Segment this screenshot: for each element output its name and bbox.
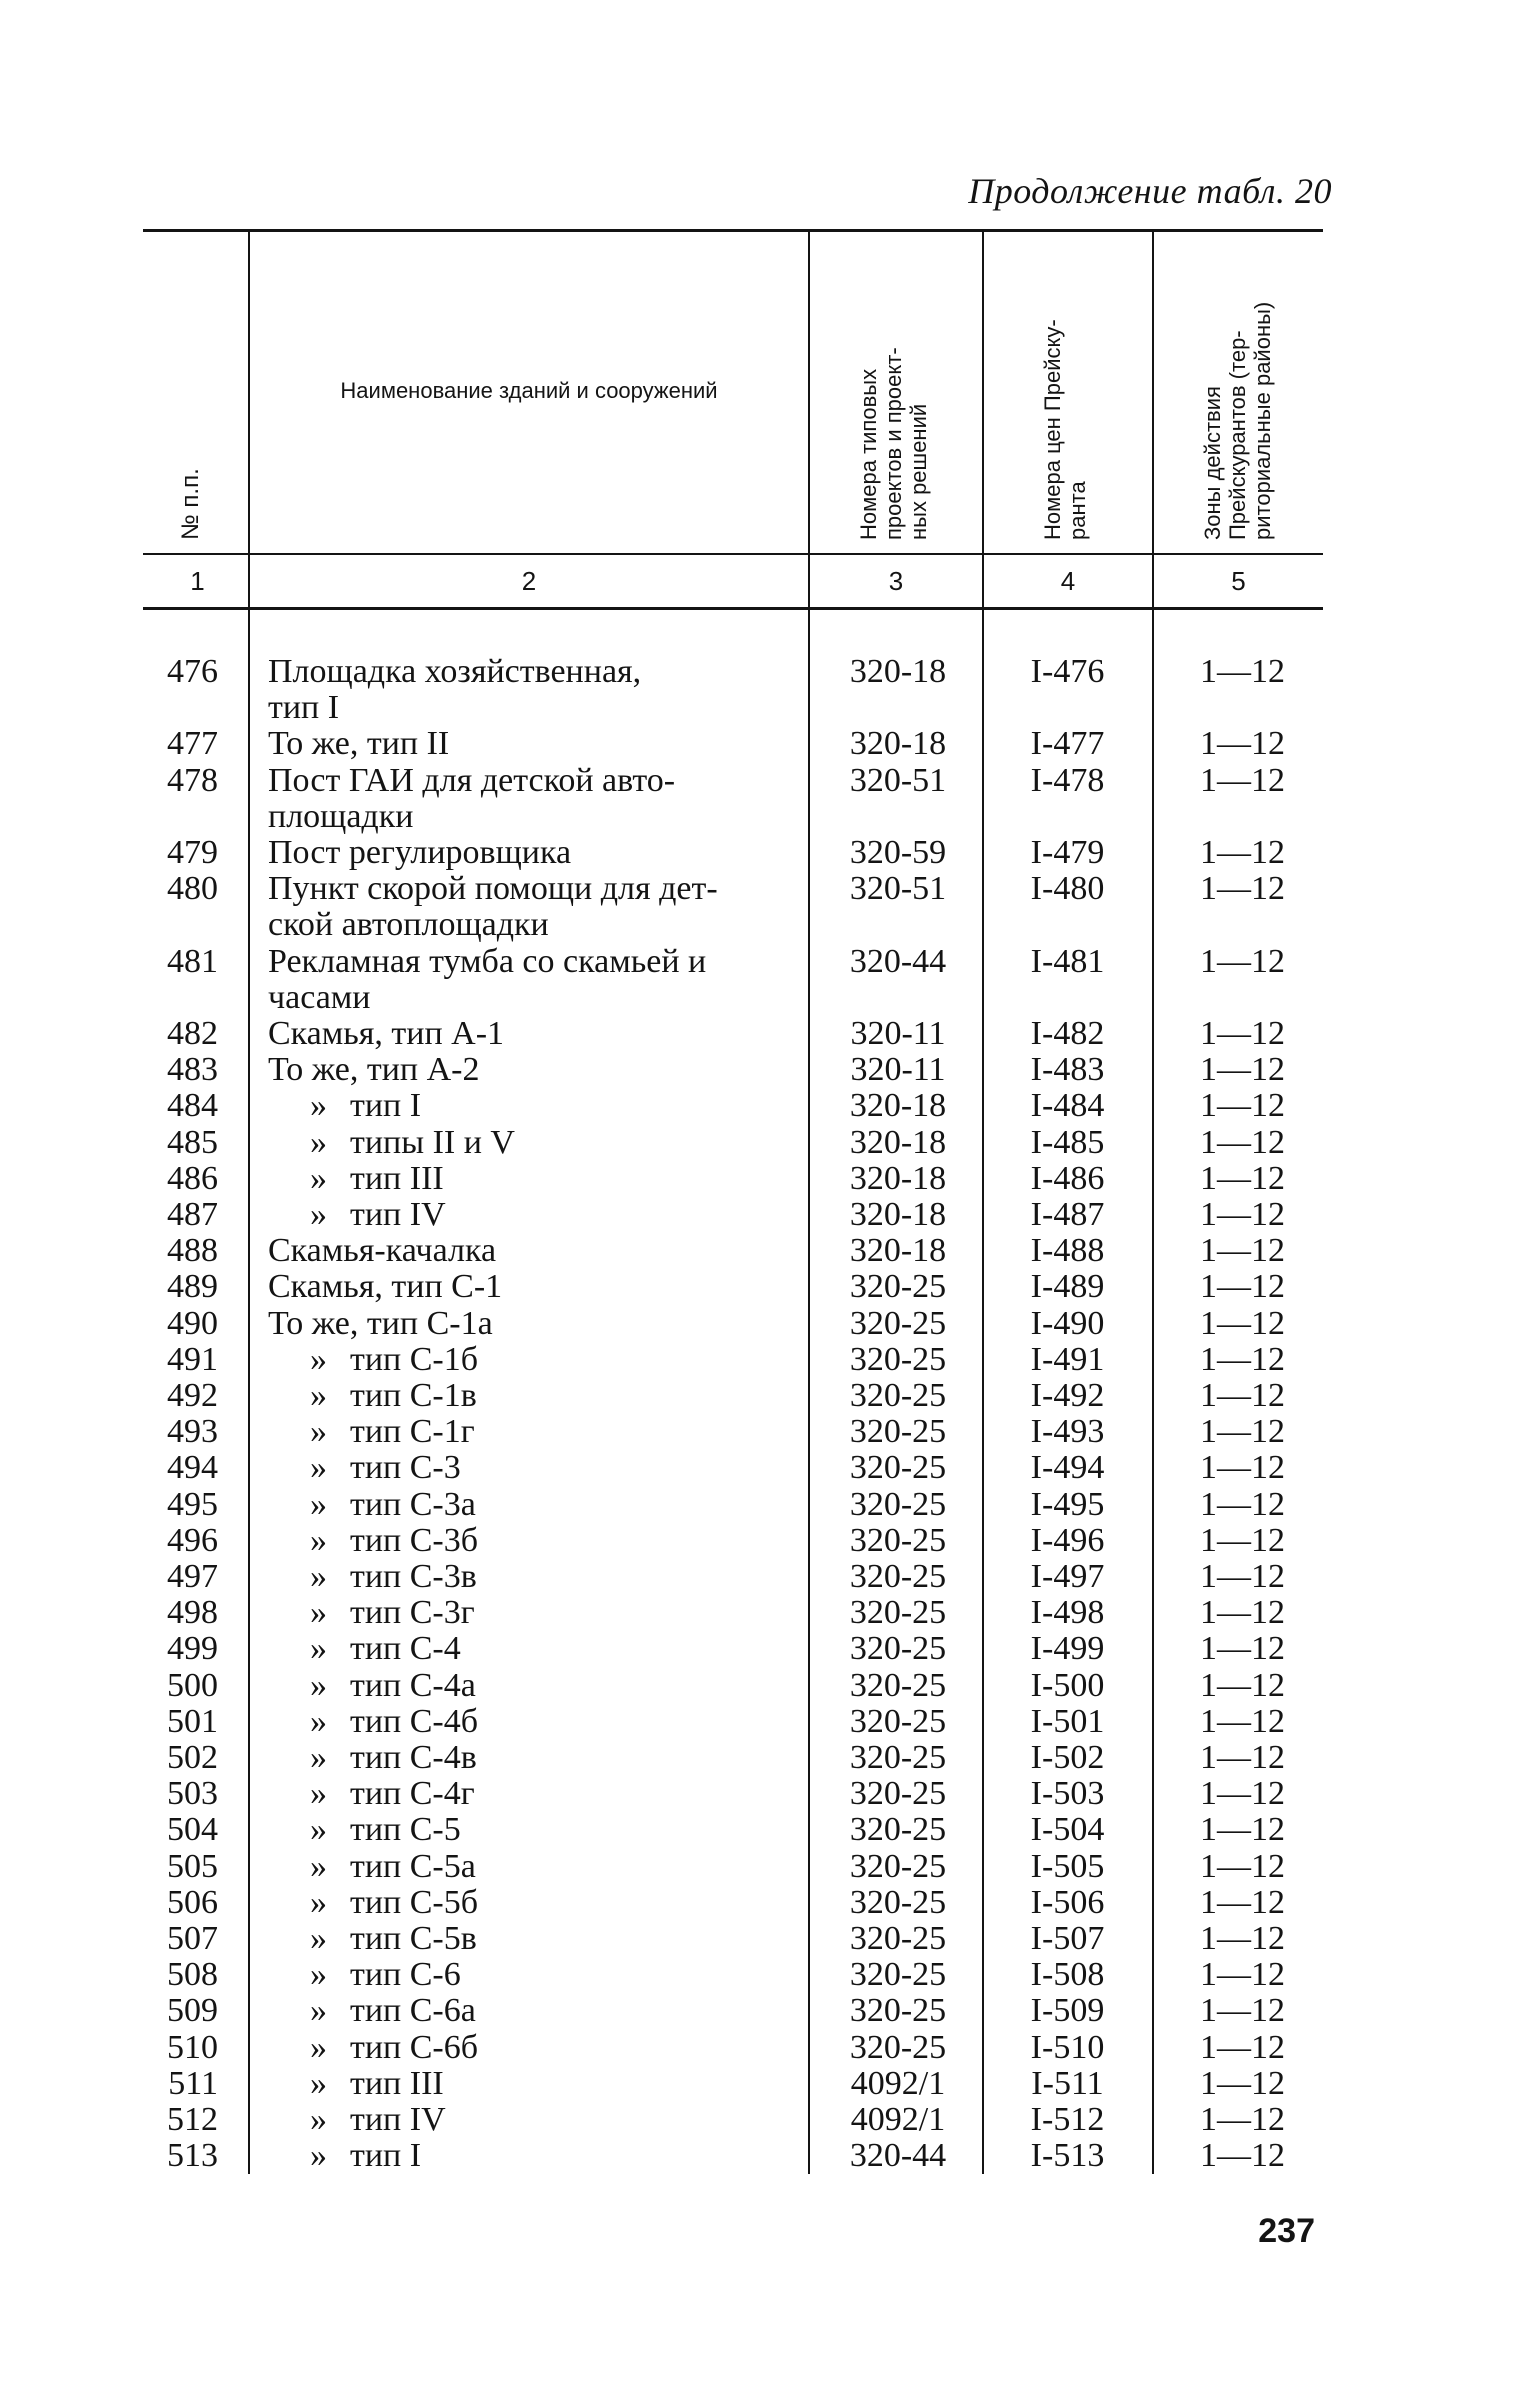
row-zone: 1—12 — [1200, 1015, 1285, 1052]
row-price-number: I-512 — [1030, 2101, 1105, 2138]
row-project-number: 320-44 — [849, 942, 947, 980]
row-name-text: тип С-5 — [350, 1811, 461, 1849]
row-name — [268, 726, 808, 762]
row-project-number: 320-25 — [849, 1883, 947, 1921]
row-number: 508 — [167, 1956, 218, 1994]
row-zone: 1—12 — [1200, 1196, 1285, 1233]
row-project-number: 320-25 — [849, 1666, 947, 1704]
row-price-number: I-499 — [1030, 1630, 1105, 1668]
row-zone: 1—12 — [1200, 2028, 1285, 2066]
row-project-number: 320-25 — [849, 1702, 947, 1740]
row-project-number: 320-18 — [849, 1232, 947, 1270]
header-project-line1: Номера типовых — [856, 368, 881, 540]
ditto-mark: » — [310, 2137, 327, 2175]
row-number: 511 — [168, 2064, 218, 2102]
row-number: 513 — [167, 2137, 218, 2175]
row-project-number: 320-18 — [849, 725, 947, 763]
row-name-text: тип С-6б — [350, 2028, 479, 2066]
row-name — [268, 1704, 808, 1740]
row-name — [268, 1885, 808, 1921]
row-project-number: 320-25 — [849, 1956, 947, 1994]
row-name — [268, 1161, 808, 1197]
row-project-number: 320-25 — [849, 1630, 947, 1668]
row-number: 507 — [167, 1920, 218, 1957]
row-project-number: 320-25 — [849, 2028, 947, 2066]
row-price-number: I-480 — [1030, 870, 1105, 908]
row-number: 480 — [167, 870, 218, 908]
row-name — [268, 2138, 808, 2174]
row-zone: 1—12 — [1200, 834, 1285, 871]
row-project-number: 320-25 — [849, 1449, 947, 1487]
row-project-number: 320-25 — [849, 1340, 947, 1378]
row-zone: 1—12 — [1200, 1666, 1285, 1704]
row-project-number: 320-18 — [849, 1087, 947, 1125]
row-number: 481 — [167, 942, 218, 980]
column-numbers-rule — [143, 607, 1323, 610]
row-price-number: I-489 — [1030, 1268, 1105, 1306]
row-number: 478 — [167, 761, 218, 799]
row-name — [268, 1631, 808, 1667]
ditto-mark: » — [310, 1883, 327, 1921]
ditto-mark: » — [310, 1702, 327, 1740]
row-name-text: Пост регулировщика — [268, 834, 572, 871]
row-name — [268, 1016, 808, 1052]
row-name-text: Площадка хозяйственная, — [268, 653, 642, 690]
row-name-text: Пост ГАИ для детской авто- — [268, 761, 676, 799]
row-price-number: I-495 — [1030, 1485, 1105, 1523]
row-project-number: 320-25 — [849, 1268, 947, 1306]
row-name-text: Пункт скорой помощи для дет- — [268, 870, 718, 908]
row-number: 496 — [167, 1521, 218, 1559]
header-price-line2: ранта — [1065, 481, 1090, 540]
header-num-label: № п.п. — [177, 468, 204, 540]
row-project-number: 320-59 — [849, 834, 947, 871]
row-name — [268, 1414, 808, 1450]
row-name — [268, 1233, 808, 1269]
ditto-mark: » — [310, 1087, 327, 1125]
row-name — [268, 1776, 808, 1812]
row-name-text: тип С-3в — [350, 1558, 477, 1595]
row-zone: 1—12 — [1200, 1992, 1285, 2030]
row-name — [268, 1849, 808, 1885]
row-name-text: типы II и V — [350, 1123, 515, 1161]
row-price-number: I-484 — [1030, 1087, 1105, 1125]
row-number: 490 — [167, 1304, 218, 1342]
row-price-number: I-491 — [1030, 1340, 1105, 1378]
row-price-number: I-503 — [1030, 1775, 1105, 1813]
ditto-mark: » — [310, 1413, 327, 1451]
row-zone: 1—12 — [1200, 1920, 1285, 1957]
row-project-number: 320-25 — [849, 1304, 947, 1342]
row-number: 500 — [167, 1666, 218, 1704]
row-zone: 1—12 — [1200, 1811, 1285, 1849]
ditto-mark: » — [310, 1847, 327, 1885]
row-number: 505 — [167, 1847, 218, 1885]
row-project-number: 4092/1 — [850, 2064, 946, 2102]
row-name — [268, 1993, 808, 2029]
row-project-number: 320-25 — [849, 1992, 947, 2030]
column-divider-4 — [1152, 232, 1154, 2174]
row-name-text: тип С-1г — [350, 1413, 475, 1451]
row-price-number: I-496 — [1030, 1521, 1105, 1559]
row-zone: 1—12 — [1200, 870, 1285, 908]
row-name — [268, 1668, 808, 1704]
column-number-3: 3 — [888, 566, 904, 596]
ditto-mark: » — [310, 1594, 327, 1632]
row-zone: 1—12 — [1200, 1594, 1285, 1632]
ditto-mark: » — [310, 2028, 327, 2066]
header-zone-line1: Зоны действия — [1200, 386, 1225, 540]
row-price-number: I-493 — [1030, 1413, 1105, 1451]
row-zone: 1—12 — [1200, 1449, 1285, 1487]
row-price-number: I-508 — [1030, 1956, 1105, 1994]
row-project-number: 320-25 — [849, 1847, 947, 1885]
row-price-number: I-485 — [1030, 1123, 1105, 1161]
row-name — [268, 1487, 808, 1523]
ditto-mark: » — [310, 1123, 327, 1161]
row-name-text: тип С-3б — [350, 1521, 479, 1559]
row-number: 493 — [167, 1413, 218, 1451]
row-project-number: 320-25 — [849, 1377, 947, 1414]
row-name — [268, 1306, 808, 1342]
ditto-mark: » — [310, 1521, 327, 1559]
row-zone: 1—12 — [1200, 1630, 1285, 1668]
row-price-number: I-501 — [1030, 1702, 1105, 1740]
row-number: 483 — [167, 1051, 218, 1089]
row-project-number: 320-25 — [849, 1413, 947, 1451]
row-number: 509 — [167, 1992, 218, 2030]
row-project-number: 320-51 — [849, 870, 947, 908]
row-number: 477 — [167, 725, 218, 763]
row-zone: 1—12 — [1200, 1956, 1285, 1994]
row-number: 482 — [167, 1015, 218, 1052]
row-name-text: То же, тип А-2 — [268, 1051, 480, 1089]
row-project-number: 320-25 — [849, 1775, 947, 1813]
ditto-mark: » — [310, 1485, 327, 1523]
row-project-number: 320-25 — [849, 1521, 947, 1559]
row-number: 506 — [167, 1883, 218, 1921]
ditto-mark: » — [310, 2064, 327, 2102]
header-zone-line3: риториальные районы) — [1250, 301, 1275, 540]
header-zone-line2: Прейскурантов (тер- — [1225, 330, 1250, 540]
header-name-label: Наименование зданий и сооружений — [340, 378, 718, 403]
row-zone: 1—12 — [1200, 1340, 1285, 1378]
row-name-continuation: площадки — [268, 797, 414, 835]
row-name — [268, 654, 808, 726]
row-number: 501 — [167, 1702, 218, 1740]
row-zone: 1—12 — [1200, 1268, 1285, 1306]
row-price-number: I-490 — [1030, 1304, 1105, 1342]
row-name-text: Рекламная тумба со скамьей и — [268, 942, 707, 980]
row-name-text: тип С-3а — [350, 1485, 476, 1523]
row-name — [268, 1450, 808, 1486]
row-project-number: 320-25 — [849, 1594, 947, 1632]
row-number: 495 — [167, 1485, 218, 1523]
row-name — [268, 1559, 808, 1595]
column-divider-2 — [808, 232, 810, 2174]
row-name — [268, 1269, 808, 1305]
header-project — [856, 347, 931, 540]
row-zone: 1—12 — [1200, 761, 1285, 799]
row-name-continuation: часами — [268, 978, 371, 1016]
row-price-number: I-507 — [1030, 1920, 1105, 1957]
row-name-text: То же, тип II — [268, 725, 450, 763]
ditto-mark: » — [310, 2101, 327, 2138]
ditto-mark: » — [310, 1340, 327, 1378]
row-price-number: I-486 — [1030, 1159, 1105, 1197]
row-number: 504 — [167, 1811, 218, 1849]
row-project-number: 320-11 — [850, 1015, 946, 1052]
header-price-line1: Номера цен Прейску- — [1040, 319, 1065, 540]
row-name — [268, 1125, 808, 1161]
row-name-text: тип С-4в — [350, 1739, 477, 1776]
row-zone: 1—12 — [1200, 1485, 1285, 1523]
row-number: 489 — [167, 1268, 218, 1306]
ditto-mark: » — [310, 1992, 327, 2030]
row-name — [268, 2030, 808, 2066]
row-name-text: тип III — [350, 2064, 444, 2102]
row-zone: 1—12 — [1200, 1377, 1285, 1414]
ditto-mark: » — [310, 1630, 327, 1668]
row-zone: 1—12 — [1200, 1413, 1285, 1451]
row-price-number: I-510 — [1030, 2028, 1105, 2066]
row-name-text: тип IV — [350, 2101, 446, 2138]
row-price-number: I-479 — [1030, 834, 1105, 871]
row-name-text: То же, тип С-1а — [268, 1304, 493, 1342]
column-divider-1 — [248, 232, 250, 2174]
row-name-text: тип С-1б — [350, 1340, 479, 1378]
row-name-text: тип С-6а — [350, 1992, 476, 2030]
row-price-number: I-476 — [1030, 653, 1105, 690]
column-number-4: 4 — [1060, 566, 1076, 596]
ditto-mark: » — [310, 1739, 327, 1776]
row-name-continuation: ской автоплощадки — [268, 906, 549, 944]
row-price-number: I-492 — [1030, 1377, 1105, 1414]
header-name — [252, 232, 806, 550]
row-name — [268, 1378, 808, 1414]
row-price-number: I-500 — [1030, 1666, 1105, 1704]
row-name-text: тип С-3 — [350, 1449, 461, 1487]
row-project-number: 320-25 — [849, 1811, 947, 1849]
row-price-number: I-505 — [1030, 1847, 1105, 1885]
row-price-number: I-477 — [1030, 725, 1105, 763]
row-number: 502 — [167, 1739, 218, 1776]
row-project-number: 320-25 — [849, 1739, 947, 1776]
ditto-mark: » — [310, 1449, 327, 1487]
row-name-text: тип С-5а — [350, 1847, 476, 1885]
row-number: 503 — [167, 1775, 218, 1813]
header-price — [1040, 319, 1090, 540]
column-number-1: 1 — [190, 566, 205, 596]
row-price-number: I-494 — [1030, 1449, 1105, 1487]
row-name — [268, 1197, 808, 1233]
row-name-text: тип С-6 — [350, 1956, 461, 1994]
row-name — [268, 835, 808, 871]
row-zone: 1—12 — [1200, 1232, 1285, 1270]
row-number: 476 — [167, 653, 218, 690]
header-num — [178, 468, 203, 540]
ditto-mark: » — [310, 1196, 327, 1233]
row-zone: 1—12 — [1200, 1739, 1285, 1776]
row-price-number: I-511 — [1031, 2064, 1104, 2102]
row-project-number: 320-18 — [849, 653, 947, 690]
ditto-mark: » — [310, 1775, 327, 1813]
row-number: 479 — [167, 834, 218, 871]
row-zone: 1—12 — [1200, 2137, 1285, 2175]
row-project-number: 320-25 — [849, 1558, 947, 1595]
header-project-line3: ных решений — [906, 403, 931, 540]
row-name-text: тип IV — [350, 1196, 446, 1233]
row-project-number: 320-18 — [849, 1159, 947, 1197]
row-zone: 1—12 — [1200, 653, 1285, 690]
row-zone: 1—12 — [1200, 1702, 1285, 1740]
row-price-number: I-513 — [1030, 2137, 1105, 2175]
row-name — [268, 763, 808, 835]
row-number: 491 — [167, 1340, 218, 1378]
row-project-number: 320-18 — [849, 1196, 947, 1233]
row-name — [268, 1523, 808, 1559]
row-zone: 1—12 — [1200, 1883, 1285, 1921]
ditto-mark: » — [310, 1811, 327, 1849]
ditto-mark: » — [310, 1920, 327, 1957]
row-price-number: I-504 — [1030, 1811, 1105, 1849]
row-zone: 1—12 — [1200, 1558, 1285, 1595]
row-name-text: тип С-4г — [350, 1775, 475, 1813]
row-name-text: Скамья, тип А-1 — [268, 1015, 505, 1052]
table-caption: Продолжение табл. 20 — [968, 171, 1332, 211]
row-number: 498 — [167, 1594, 218, 1632]
row-project-number: 320-25 — [849, 1920, 947, 1957]
row-project-number: 320-11 — [850, 1051, 946, 1089]
row-name-text: тип I — [350, 2137, 422, 2175]
row-zone: 1—12 — [1200, 1847, 1285, 1885]
row-price-number: I-482 — [1030, 1015, 1105, 1052]
row-number: 499 — [167, 1630, 218, 1668]
row-name-text: тип С-5в — [350, 1920, 477, 1957]
row-zone: 1—12 — [1200, 1304, 1285, 1342]
row-number: 492 — [167, 1377, 218, 1414]
row-name — [268, 2066, 808, 2102]
row-project-number: 320-44 — [849, 2137, 947, 2175]
row-name-text: тип С-5б — [350, 1883, 479, 1921]
row-number: 510 — [167, 2028, 218, 2066]
row-zone: 1—12 — [1200, 1521, 1285, 1559]
row-price-number: I-487 — [1030, 1196, 1105, 1233]
row-number: 484 — [167, 1087, 218, 1125]
row-number: 485 — [167, 1123, 218, 1161]
row-name-text: тип I — [350, 1087, 422, 1125]
row-name — [268, 1088, 808, 1124]
row-name-text: тип С-4а — [350, 1666, 476, 1704]
column-number-5: 5 — [1231, 566, 1246, 596]
row-number: 487 — [167, 1196, 218, 1233]
row-price-number: I-498 — [1030, 1594, 1105, 1632]
header-zone — [1200, 302, 1275, 540]
row-number: 512 — [167, 2101, 218, 2138]
page-number: 237 — [1258, 2212, 1315, 2250]
row-price-number: I-481 — [1030, 942, 1105, 980]
row-name-text: Скамья, тип С-1 — [268, 1268, 503, 1306]
row-name-continuation: тип I — [268, 689, 340, 726]
row-price-number: I-483 — [1030, 1051, 1105, 1089]
row-name — [268, 1595, 808, 1631]
row-name — [268, 2102, 808, 2138]
row-zone: 1—12 — [1200, 1051, 1285, 1089]
ditto-mark: » — [310, 1558, 327, 1595]
row-price-number: I-478 — [1030, 761, 1105, 799]
column-divider-3 — [982, 232, 984, 2174]
row-number: 497 — [167, 1558, 218, 1595]
row-price-number: I-497 — [1030, 1558, 1105, 1595]
ditto-mark: » — [310, 1956, 327, 1994]
ditto-mark: » — [310, 1666, 327, 1704]
row-zone: 1—12 — [1200, 1087, 1285, 1125]
row-project-number: 320-25 — [849, 1485, 947, 1523]
row-zone: 1—12 — [1200, 1775, 1285, 1813]
row-zone: 1—12 — [1200, 2101, 1285, 2138]
row-name-text: тип С-3г — [350, 1594, 475, 1632]
column-number-2: 2 — [521, 566, 537, 596]
row-name-text: тип С-1в — [350, 1377, 477, 1414]
row-number: 486 — [167, 1159, 218, 1197]
row-name — [268, 1921, 808, 1957]
row-name — [268, 1812, 808, 1848]
ditto-mark: » — [310, 1159, 327, 1197]
row-name — [268, 1740, 808, 1776]
row-zone: 1—12 — [1200, 2064, 1285, 2102]
row-name-text: тип С-4 — [350, 1630, 461, 1668]
row-number: 488 — [167, 1232, 218, 1270]
ditto-mark: » — [310, 1377, 327, 1414]
row-name — [268, 944, 808, 1016]
row-number: 494 — [167, 1449, 218, 1487]
row-name — [268, 871, 808, 943]
row-project-number: 320-51 — [849, 761, 947, 799]
row-name — [268, 1342, 808, 1378]
row-project-number: 320-18 — [849, 1123, 947, 1161]
row-price-number: I-506 — [1030, 1883, 1105, 1921]
row-price-number: I-502 — [1030, 1739, 1105, 1776]
row-price-number: I-488 — [1030, 1232, 1105, 1270]
row-name-text: тип III — [350, 1159, 444, 1197]
row-zone: 1—12 — [1200, 1159, 1285, 1197]
row-name-text: Скамья-качалка — [268, 1232, 497, 1270]
row-name-text: тип С-4б — [350, 1702, 479, 1740]
row-zone: 1—12 — [1200, 942, 1285, 980]
row-zone: 1—12 — [1200, 1123, 1285, 1161]
row-name — [268, 1052, 808, 1088]
row-zone: 1—12 — [1200, 725, 1285, 763]
row-price-number: I-509 — [1030, 1992, 1105, 2030]
row-project-number: 4092/1 — [850, 2101, 946, 2138]
header-project-line2: проектов и проект- — [881, 347, 906, 540]
header-bottom-rule — [143, 553, 1323, 555]
row-name — [268, 1957, 808, 1993]
